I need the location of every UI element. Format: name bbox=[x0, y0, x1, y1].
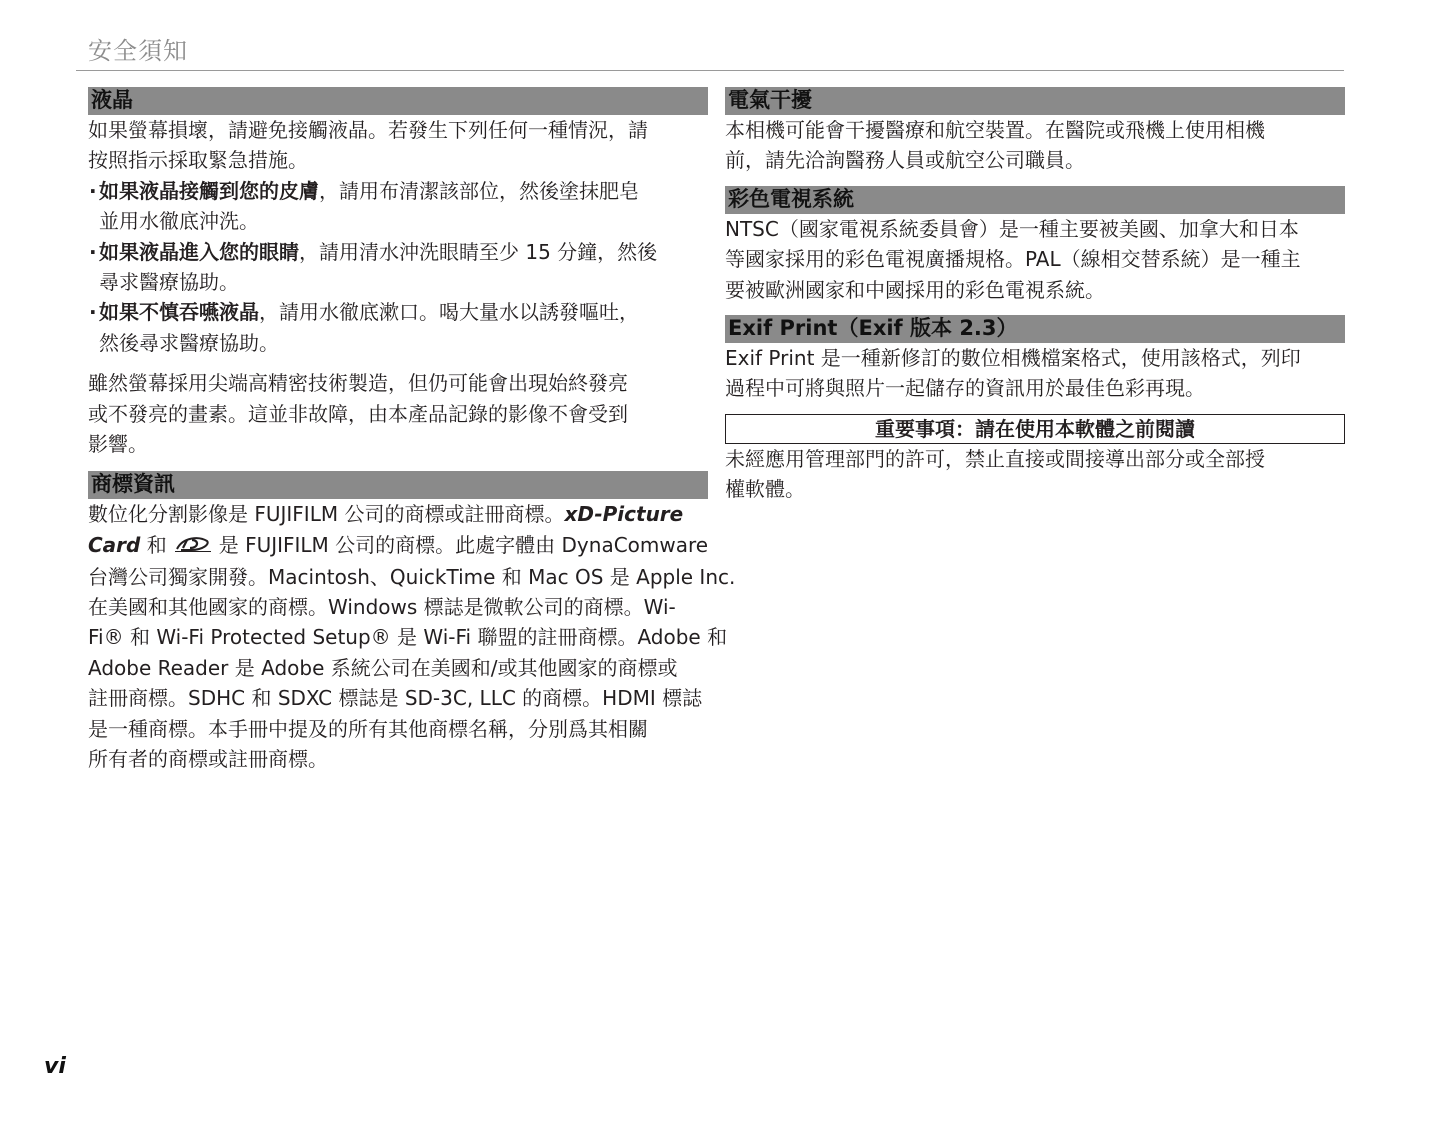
text-line: 要被歐洲國家和中國採用的彩色電視系統。 bbox=[725, 277, 1105, 302]
lcd-bullet-skin bbox=[88, 176, 708, 237]
left-column bbox=[88, 87, 736, 774]
text-line: 如果螢幕損壞，請避免接觸液晶。若發生下列任何一種情況，請 bbox=[88, 118, 648, 142]
text-line: Fi® 和 Wi-Fi Protected Setup® 是 Wi-Fi 聯盟的註冊商標。Adobe 和 bbox=[88, 625, 728, 650]
lcd-bullet-eyes bbox=[88, 237, 708, 298]
text-line: 在美國和其他國家的商標。Windows 標誌是微軟公司的商標。Wi- bbox=[88, 594, 676, 619]
text-line: Adobe Reader 是 Adobe 系統公司在美國和/或其他國家的商標或 bbox=[88, 655, 678, 680]
text-line: 是 FUJIFILM 公司的商標。此處字體由 DynaComware bbox=[218, 532, 709, 557]
card-text: Card bbox=[88, 532, 141, 557]
text-line: 是一種商標。本手冊中提及的所有其他商標名稱，分別爲其相關 bbox=[88, 716, 648, 741]
section-heading-interference: 電氣干擾 bbox=[725, 87, 1345, 115]
text-line: 然後尋求醫療協助。 bbox=[99, 330, 279, 355]
xd-picture-card-logo-icon bbox=[173, 531, 213, 561]
section-heading-trademark: 商標資訊 bbox=[88, 471, 708, 499]
text-line: 本相機可能會干擾醫療和航空裝置。在醫院或飛機上使用相機 bbox=[725, 118, 1265, 142]
text-line: ，請用水徹底漱口。喝大量水以誘發嘔吐， bbox=[259, 300, 639, 325]
bullet-bold-lead: 如果不慎吞嚥液晶 bbox=[99, 300, 259, 325]
text-line: 註冊商標。SDHC 和 SDXC 標誌是 SD-3C, LLC 的商標。HDMI 標誌 bbox=[88, 686, 703, 711]
text-line: 權軟體。 bbox=[725, 477, 805, 502]
section-heading-important: 重要事項：請在使用本軟體之前閱讀 bbox=[725, 414, 1345, 444]
text-line: 台灣公司獨家開發。Macintosh、QuickTime 和 Mac OS 是 Apple Inc. bbox=[88, 564, 736, 589]
text-line: 影響。 bbox=[88, 432, 148, 457]
trademark-text bbox=[88, 499, 736, 774]
section-heading-color-tv: 彩色電視系統 bbox=[725, 186, 1345, 214]
page-number: vi bbox=[44, 1054, 66, 1079]
right-column bbox=[725, 87, 1345, 505]
text-line: 雖然螢幕採用尖端高精密技術製造，但仍可能會出現始終發亮 bbox=[88, 371, 628, 396]
text-line: ，請用布清潔該部位，然後塗抹肥皂 bbox=[319, 178, 639, 203]
important-text bbox=[725, 444, 1345, 505]
text-line: NTSC（國家電視系統委員會）是一種主要被美國、加拿大和日本 bbox=[725, 216, 1299, 241]
interference-text bbox=[725, 115, 1345, 176]
text-line: 按照指示採取緊急措施。 bbox=[88, 148, 308, 173]
text-fragment: 和 bbox=[146, 532, 167, 557]
bullet-bold-lead: 如果液晶進入您的眼睛 bbox=[99, 239, 299, 264]
section-heading-lcd: 液晶 bbox=[88, 87, 708, 115]
exif-text bbox=[725, 343, 1345, 404]
color-tv-text bbox=[725, 214, 1345, 305]
text-line: ，請用清水沖洗眼睛至少 15 分鐘，然後 bbox=[299, 239, 658, 264]
text-line: 前，請先洽詢醫務人員或航空公司職員。 bbox=[725, 148, 1085, 173]
text-line: 並用水徹底沖洗。 bbox=[99, 209, 259, 234]
bullet-bold-lead: 如果液晶接觸到您的皮膚 bbox=[99, 178, 319, 203]
xd-picture-text: xD-Picture bbox=[564, 502, 684, 527]
bullet-dot: · bbox=[89, 239, 97, 264]
section-heading-exif: Exif Print（Exif 版本 2.3） bbox=[725, 315, 1345, 343]
text-line: 等國家採用的彩色電視廣播規格。PAL（線相交替系統）是一種主 bbox=[725, 247, 1301, 272]
bullet-dot: · bbox=[89, 300, 97, 325]
text-line: 尋求醫療協助。 bbox=[99, 270, 239, 295]
bullet-dot: · bbox=[89, 178, 97, 203]
page-title: 安全須知 bbox=[88, 37, 188, 65]
page-header bbox=[76, 36, 1344, 71]
lcd-note bbox=[88, 368, 708, 459]
text-line: 數位化分割影像是 FUJIFILM 公司的商標或註冊商標。 bbox=[88, 502, 565, 527]
text-line: Exif Print 是一種新修訂的數位相機檔案格式，使用該格式，列印 bbox=[725, 346, 1301, 371]
text-line: 所有者的商標或註冊商標。 bbox=[88, 747, 328, 772]
text-line: 未經應用管理部門的許可，禁止直接或間接導出部分或全部授 bbox=[725, 446, 1265, 471]
text-line: 或不發亮的畫素。這並非故障，由本產品記錄的影像不會受到 bbox=[88, 401, 628, 426]
lcd-intro bbox=[88, 115, 708, 176]
lcd-bullet-swallow bbox=[88, 297, 708, 358]
text-line: 過程中可將與照片一起儲存的資訊用於最佳色彩再現。 bbox=[725, 376, 1205, 401]
